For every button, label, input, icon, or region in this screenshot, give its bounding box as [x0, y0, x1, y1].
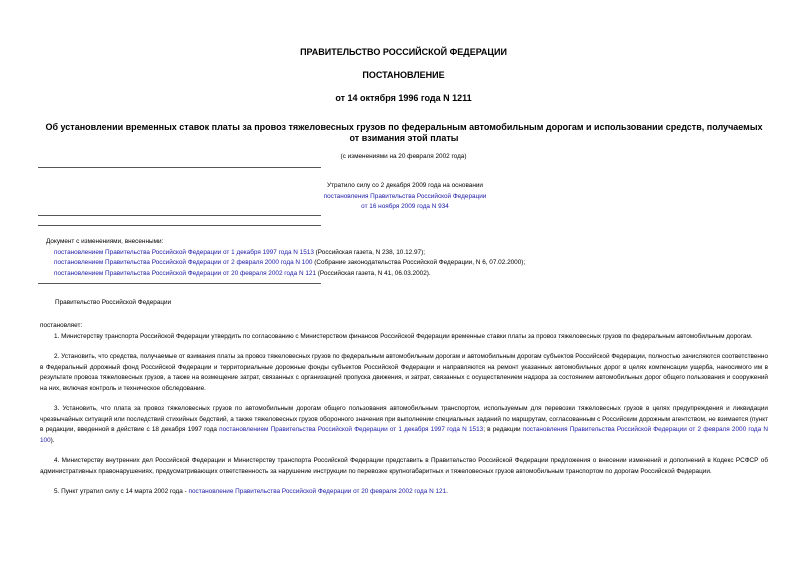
divider	[38, 167, 321, 168]
doc-change-source: (Российская газета, N 238, 10.12.97);	[313, 248, 425, 256]
doc-change-link[interactable]: постановлением Правительства Российской Федерации от 2 февраля 2000 года N 100	[54, 259, 313, 266]
paragraph-3-text: 3. Установить, что плата за провоз тяжеловесных грузов по автомобильным дорогам общего пользования автомобильным транспортом, используемым для перевозки тяжеловесных грузов в целях предупреждения и ликвидации чрезвычайных ситуаций или последствий стихийных бедствий, а также тяжеловесных грузов оборонного значения при выполнении специальных заданий по маршрутам, согласованным с Российским дорожным агентством, не взимается (пункт в редакции, введенной в действие с 18 декабря 1997 года	[40, 405, 768, 433]
doc-change-item	[46, 269, 766, 280]
government-heading: ПРАВИТЕЛЬСТВО РОССИЙСКОЙ ФЕДЕРАЦИИ	[300, 47, 507, 57]
divider	[38, 225, 321, 226]
paragraph-3-text: ).	[50, 436, 55, 444]
doc-change-link[interactable]: постановлением Правительства Российской Федерации от 1 декабря 1997 года N 1513	[54, 248, 314, 256]
paragraph-1: 1. Министерству транспорта Российской Федерации утвердить по согласованию с Министерством финансов Российской Федерации временные ставки платы за провоз тяжеловесных грузов по федеральным автомобильным дорогам.	[54, 332, 753, 340]
doc-change-item	[46, 248, 766, 259]
doc-type-heading: ПОСТАНОВЛЕНИЕ	[362, 70, 445, 80]
document-title: Об установлении временных ставок платы за провоз тяжеловесных грузов по федеральным автомобильным дорогам и использовании средств, получаемых от взимания этой платы	[45, 122, 763, 143]
government-line: Правительство Российской Федерации	[55, 299, 172, 306]
paragraph-3-text: ; в редакции	[483, 426, 523, 433]
doc-change-item	[46, 258, 766, 269]
lost-force-link-2[interactable]: от 16 ноября 2009 года N 934	[361, 203, 449, 210]
paragraph-4: 4. Министерству внутренних дел Российской Федерации и Министерству транспорта Российской Федерации представить в Правительство Российской Федерации предложения о внесении изменений и дополнений в Кодекс РСФСР об административных правонарушениях, предусматривающих ответственность за нарушение инструкции по перевозке крупногабаритных и тяжеловесных грузов автомобильным транспортом по дорогам Российской Федерации.	[40, 457, 768, 475]
lost-force-link-1[interactable]: постановления Правительства Российской Федерации	[323, 192, 487, 200]
date-number-heading: от 14 октября 1996 года N 1211	[335, 93, 472, 103]
lost-force-note	[235, 181, 575, 213]
paragraph-3	[40, 404, 768, 446]
paragraph-5-text: .	[446, 488, 448, 495]
decree-body	[40, 321, 768, 498]
paragraph-5	[40, 487, 768, 498]
paragraph-3-link-2[interactable]: постановления Правительства Российской Федерации от 2 февраля 2000 года N 100	[40, 426, 769, 444]
doc-change-link[interactable]: постановлением Правительства Российской Федерации от 20 февраля 2002 года N 121	[54, 269, 317, 277]
doc-change-source: (Российская газета, N 41, 06.03.2002).	[316, 269, 431, 277]
doc-changes-block	[46, 237, 766, 279]
divider	[38, 215, 321, 216]
paragraph-5-text: 5. Пункт утратил силу с 14 марта 2002 года -	[54, 488, 189, 495]
lost-force-text: Утратило силу со 2 декабря 2009 года на основании	[326, 182, 484, 189]
divider	[38, 283, 321, 284]
decrees-word: постановляет:	[40, 322, 83, 329]
paragraph-2: 2. Установить, что средства, получаемые от взимания платы за провоз тяжеловесных грузов по федеральным автомобильным дорогам и автомобильным дорогам субъектов Российской Федерации, полностью зачисляются соответственно в Федеральный дорожный фонд Российской Федерации и территориальные дорожные фонды субъектов Российской Федерации и направляются на ремонт указанных автомобильных дорог в целях компенсации ущерба, наносимого им в результате провоза тяжеловесных грузов, а также на возмещение затрат, связанных с организацией пропуска движения, и затрат, связанных с осуществлением надзора за состоянием автомобильных дорог общего пользования и сооружений на них, включая контроль и техническое обследование.	[40, 353, 768, 392]
changes-note: (с изменениями на 20 февраля 2002 года)	[340, 153, 467, 160]
paragraph-5-link[interactable]: постановление Правительства Российской Федерации от 20 февраля 2002 года N 121	[188, 488, 447, 495]
doc-change-source: (Собрание законодательства Российской Федерации, N 6, 07.02.2000);	[312, 259, 526, 266]
doc-changes-heading: Документ с изменениями, внесенными:	[46, 238, 164, 245]
paragraph-3-link-1[interactable]: постановлением Правительства Российской Федерации от 1 декабря 1997 года N 1513	[219, 426, 484, 433]
